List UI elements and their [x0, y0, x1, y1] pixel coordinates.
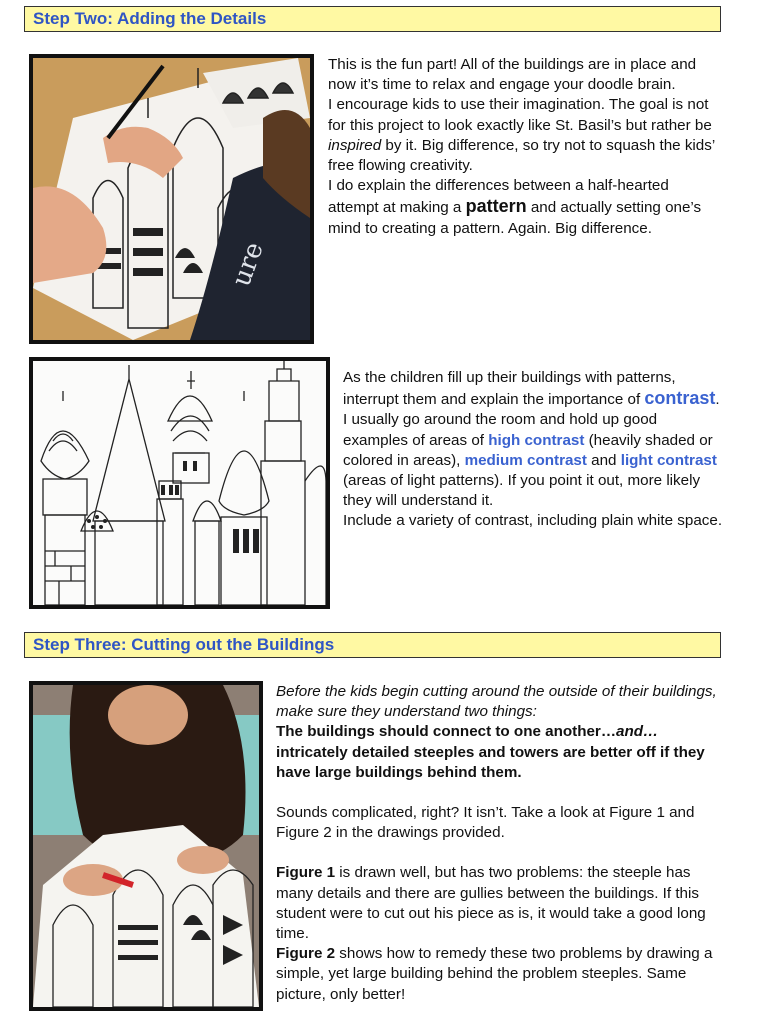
intro-text: This is the fun part! All of the buildings are in place and now it’s time to relax and engage your doodle brain.	[328, 56, 697, 94]
figure-1-text: Figure 1 is drawn well, but has two problems: the steeple has many details and there are gullies between the buildings. If this student were to cut out his piece as is, it would take a good long time.	[276, 864, 706, 943]
high-contrast-term: high contrast	[488, 431, 585, 449]
contrast-explanation: As the children fill up their buildings with patterns, interrupt them and explain the importance of contrast. I usually go around the room and hold up good examples of areas of high contrast (heavily shaded or colored in areas), medium contrast and light contrast (areas of light patterns). If you point it out, more likely they will understand it.	[343, 369, 720, 510]
light-contrast-term: light contrast	[620, 451, 717, 469]
step-three-text	[276, 682, 726, 1005]
figure-2-text: Figure 2 shows how to remedy these two problems by drawing a simple, yet large building behind the problem steeples. Same picture, only better!	[276, 945, 713, 1003]
pattern-text: I do explain the differences between a half-hearted attempt at making a pattern and actually setting one’s mind to creating a pattern. Again. Big difference.	[328, 177, 702, 237]
step-two-paragraph-1	[328, 55, 718, 239]
photo-child-drawing	[29, 54, 314, 344]
step-two-title: Step Two: Adding the Details	[33, 9, 267, 28]
svg-text:ure: ure	[226, 238, 270, 291]
dome-line-drawing	[33, 361, 326, 605]
inspired-word: inspired	[328, 136, 382, 154]
imagination-text: I encourage kids to use their imagination. The goal is not for this project to look exactly like St. Basil’s but rather be inspired by it. Big difference, so try not to squash the kids’ free flowing creativity.	[328, 96, 715, 175]
girl-cutting-illustration	[33, 685, 259, 1007]
step-three-banner	[24, 632, 721, 658]
photo-girl-cutting	[29, 681, 263, 1011]
step-two-paragraph-2	[343, 368, 723, 532]
medium-contrast-term: medium contrast	[464, 451, 587, 469]
step-three-title: Step Three: Cutting out the Buildings	[33, 635, 335, 654]
figures-reference: Sounds complicated, right? It isn’t. Take a look at Figure 1 and Figure 2 in the drawings provided.	[276, 804, 695, 842]
pattern-word: pattern	[465, 196, 527, 217]
figure-1-label: Figure 1	[276, 864, 336, 882]
white-space-text: Include a variety of contrast, including plain white space.	[343, 512, 723, 530]
child-drawing-illustration	[33, 58, 310, 340]
step-two-banner	[24, 6, 721, 32]
figure-2-label: Figure 2	[276, 945, 336, 963]
contrast-word: contrast	[644, 388, 716, 409]
cutting-intro: Before the kids begin cutting around the outside of their buildings, make sure they understand two things:	[276, 683, 717, 721]
cutting-rules: The buildings should connect to one another…and… intricately detailed steeples and towers are better off if they have large buildings behind them.	[276, 723, 705, 781]
photo-dome-drawing	[29, 357, 330, 609]
